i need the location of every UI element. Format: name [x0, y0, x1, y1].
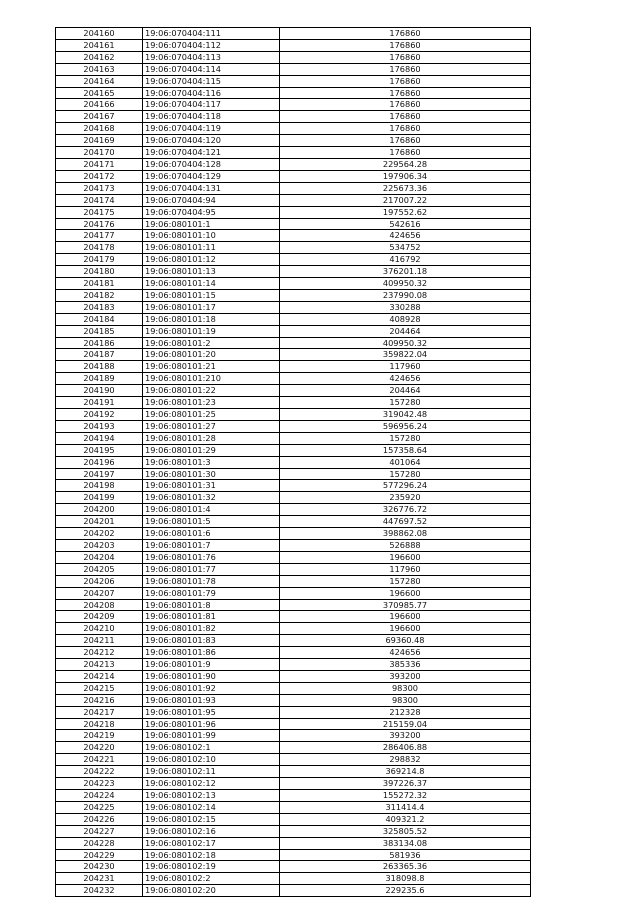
table-row — [56, 516, 531, 528]
cadastral-number-cell: 19:06:080101:20 — [143, 349, 280, 361]
cadastral-number-cell: 19:06:080102:13 — [143, 790, 280, 802]
row-number-cell: 204176 — [56, 218, 143, 230]
table-row — [56, 349, 531, 361]
row-number-cell: 204227 — [56, 825, 143, 837]
cadastral-number-cell: 19:06:080101:86 — [143, 647, 280, 659]
cadastral-number-cell: 19:06:070404:116 — [143, 87, 280, 99]
cadastral-number-cell: 19:06:070404:113 — [143, 51, 280, 63]
cadastral-number-cell: 19:06:070404:114 — [143, 63, 280, 75]
cadastral-number-cell: 19:06:080101:32 — [143, 492, 280, 504]
value-cell: 298832 — [280, 754, 531, 766]
table-row — [56, 373, 531, 385]
table-row — [56, 242, 531, 254]
value-cell: 157280 — [280, 432, 531, 444]
value-cell: 398862.08 — [280, 528, 531, 540]
value-cell: 401064 — [280, 456, 531, 468]
row-number-cell: 204163 — [56, 63, 143, 75]
table-row — [56, 468, 531, 480]
table-row — [56, 28, 531, 40]
row-number-cell: 204196 — [56, 456, 143, 468]
table-row — [56, 123, 531, 135]
cadastral-number-cell: 19:06:080102:10 — [143, 754, 280, 766]
row-number-cell: 204213 — [56, 659, 143, 671]
row-number-cell: 204166 — [56, 99, 143, 111]
cadastral-number-cell: 19:06:080102:12 — [143, 778, 280, 790]
value-cell: 176860 — [280, 123, 531, 135]
value-cell: 534752 — [280, 242, 531, 254]
value-cell: 318098.8 — [280, 873, 531, 885]
value-cell: 408928 — [280, 313, 531, 325]
table-row — [56, 289, 531, 301]
row-number-cell: 204210 — [56, 623, 143, 635]
value-cell: 447697.52 — [280, 516, 531, 528]
table-row — [56, 51, 531, 63]
cadastral-number-cell: 19:06:080102:17 — [143, 837, 280, 849]
cadastral-number-cell: 19:06:080102:16 — [143, 825, 280, 837]
row-number-cell: 204180 — [56, 266, 143, 278]
row-number-cell: 204164 — [56, 75, 143, 87]
value-cell: 117960 — [280, 563, 531, 575]
row-number-cell: 204206 — [56, 575, 143, 587]
cadastral-number-cell: 19:06:080101:93 — [143, 694, 280, 706]
value-cell: 325805.52 — [280, 825, 531, 837]
row-number-cell: 204170 — [56, 147, 143, 159]
cadastral-number-cell: 19:06:080101:90 — [143, 670, 280, 682]
row-number-cell: 204171 — [56, 158, 143, 170]
table-row — [56, 861, 531, 873]
table-row — [56, 563, 531, 575]
table-row — [56, 706, 531, 718]
value-cell: 197906.34 — [280, 170, 531, 182]
row-number-cell: 204205 — [56, 563, 143, 575]
value-cell: 155272.32 — [280, 790, 531, 802]
cadastral-number-cell: 19:06:080101:78 — [143, 575, 280, 587]
table-row — [56, 361, 531, 373]
row-number-cell: 204230 — [56, 861, 143, 873]
value-cell: 229235.6 — [280, 885, 531, 897]
cadastral-number-cell: 19:06:080101:27 — [143, 420, 280, 432]
row-number-cell: 204195 — [56, 444, 143, 456]
table-row — [56, 778, 531, 790]
table-row — [56, 504, 531, 516]
value-cell: 212328 — [280, 706, 531, 718]
table-row — [56, 611, 531, 623]
row-number-cell: 204187 — [56, 349, 143, 361]
table-row — [56, 694, 531, 706]
row-number-cell: 204228 — [56, 837, 143, 849]
cadastral-number-cell: 19:06:080101:19 — [143, 325, 280, 337]
cadastral-number-cell: 19:06:070404:115 — [143, 75, 280, 87]
value-cell: 385336 — [280, 659, 531, 671]
cadastral-number-cell: 19:06:080101:13 — [143, 266, 280, 278]
cadastral-number-cell: 19:06:080101:9 — [143, 659, 280, 671]
cadastral-number-cell: 19:06:070404:120 — [143, 135, 280, 147]
table-row — [56, 718, 531, 730]
cadastral-number-cell: 19:06:080101:18 — [143, 313, 280, 325]
table-row — [56, 99, 531, 111]
value-cell: 204464 — [280, 385, 531, 397]
cadastral-number-cell: 19:06:080101:77 — [143, 563, 280, 575]
cadastral-number-cell: 19:06:080101:2 — [143, 337, 280, 349]
row-number-cell: 204198 — [56, 480, 143, 492]
cadastral-number-cell: 19:06:080101:96 — [143, 718, 280, 730]
table-row — [56, 230, 531, 242]
table-row — [56, 492, 531, 504]
cadastral-number-cell: 19:06:080101:21 — [143, 361, 280, 373]
row-number-cell: 204220 — [56, 742, 143, 754]
value-cell: 424656 — [280, 373, 531, 385]
table-row — [56, 385, 531, 397]
cadastral-number-cell: 19:06:080101:7 — [143, 539, 280, 551]
cadastral-number-cell: 19:06:080101:30 — [143, 468, 280, 480]
cadastral-number-cell: 19:06:080101:29 — [143, 444, 280, 456]
row-number-cell: 204215 — [56, 682, 143, 694]
cadastral-number-cell: 19:06:080101:11 — [143, 242, 280, 254]
table-row — [56, 480, 531, 492]
cadastral-number-cell: 19:06:080102:2 — [143, 873, 280, 885]
table-row — [56, 194, 531, 206]
table-row — [56, 825, 531, 837]
row-number-cell: 204169 — [56, 135, 143, 147]
value-cell: 196600 — [280, 623, 531, 635]
table-row — [56, 111, 531, 123]
table-row — [56, 87, 531, 99]
table-row — [56, 849, 531, 861]
value-cell: 330288 — [280, 301, 531, 313]
table-row — [56, 266, 531, 278]
row-number-cell: 204175 — [56, 206, 143, 218]
cadastral-number-cell: 19:06:070404:118 — [143, 111, 280, 123]
row-number-cell: 204168 — [56, 123, 143, 135]
table-row — [56, 182, 531, 194]
cadastral-number-cell: 19:06:080101:210 — [143, 373, 280, 385]
row-number-cell: 204177 — [56, 230, 143, 242]
table-row — [56, 837, 531, 849]
value-cell: 176860 — [280, 75, 531, 87]
value-cell: 157280 — [280, 397, 531, 409]
value-cell: 376201.18 — [280, 266, 531, 278]
table-row — [56, 432, 531, 444]
cadastral-number-cell: 19:06:080101:82 — [143, 623, 280, 635]
value-cell: 319042.48 — [280, 409, 531, 421]
value-cell: 217007.22 — [280, 194, 531, 206]
value-cell: 176860 — [280, 135, 531, 147]
table-row — [56, 647, 531, 659]
cadastral-number-cell: 19:06:080101:79 — [143, 587, 280, 599]
row-number-cell: 204201 — [56, 516, 143, 528]
cadastral-number-cell: 19:06:080101:6 — [143, 528, 280, 540]
row-number-cell: 204172 — [56, 170, 143, 182]
cadastral-number-cell: 19:06:080101:4 — [143, 504, 280, 516]
table-row — [56, 444, 531, 456]
value-cell: 409321.2 — [280, 813, 531, 825]
row-number-cell: 204229 — [56, 849, 143, 861]
cadastral-number-cell: 19:06:080101:5 — [143, 516, 280, 528]
cadastral-number-cell: 19:06:080101:81 — [143, 611, 280, 623]
cadastral-number-cell: 19:06:080101:22 — [143, 385, 280, 397]
value-cell: 237990.08 — [280, 289, 531, 301]
table-row — [56, 885, 531, 897]
row-number-cell: 204178 — [56, 242, 143, 254]
value-cell: 196600 — [280, 611, 531, 623]
value-cell: 176860 — [280, 111, 531, 123]
row-number-cell: 204202 — [56, 528, 143, 540]
table-row — [56, 147, 531, 159]
row-number-cell: 204197 — [56, 468, 143, 480]
table-row — [56, 766, 531, 778]
value-cell: 369214.8 — [280, 766, 531, 778]
cadastral-number-cell: 19:06:080101:76 — [143, 551, 280, 563]
table-row — [56, 587, 531, 599]
row-number-cell: 204211 — [56, 635, 143, 647]
value-cell: 176860 — [280, 99, 531, 111]
table-row — [56, 337, 531, 349]
row-number-cell: 204222 — [56, 766, 143, 778]
table-row — [56, 551, 531, 563]
row-number-cell: 204199 — [56, 492, 143, 504]
row-number-cell: 204217 — [56, 706, 143, 718]
table-row — [56, 599, 531, 611]
cadastral-number-cell: 19:06:080101:83 — [143, 635, 280, 647]
cadastral-number-cell: 19:06:080101:17 — [143, 301, 280, 313]
table-row — [56, 801, 531, 813]
value-cell: 197552.62 — [280, 206, 531, 218]
row-number-cell: 204221 — [56, 754, 143, 766]
value-cell: 176860 — [280, 87, 531, 99]
value-cell: 416792 — [280, 254, 531, 266]
value-cell: 383134.08 — [280, 837, 531, 849]
table-row — [56, 754, 531, 766]
row-number-cell: 204190 — [56, 385, 143, 397]
value-cell: 157280 — [280, 575, 531, 587]
value-cell: 69360.48 — [280, 635, 531, 647]
value-cell: 176860 — [280, 39, 531, 51]
row-number-cell: 204160 — [56, 28, 143, 40]
cadastral-number-cell: 19:06:080102:19 — [143, 861, 280, 873]
table-row — [56, 63, 531, 75]
cadastral-number-cell: 19:06:080102:14 — [143, 801, 280, 813]
row-number-cell: 204204 — [56, 551, 143, 563]
cadastral-number-cell: 19:06:080101:15 — [143, 289, 280, 301]
cadastral-number-cell: 19:06:080101:28 — [143, 432, 280, 444]
cadastral-number-cell: 19:06:070404:128 — [143, 158, 280, 170]
value-cell: 176860 — [280, 147, 531, 159]
value-cell: 581936 — [280, 849, 531, 861]
cadastral-number-cell: 19:06:080101:3 — [143, 456, 280, 468]
table-row — [56, 790, 531, 802]
table-row — [56, 301, 531, 313]
row-number-cell: 204185 — [56, 325, 143, 337]
table-row — [56, 456, 531, 468]
table-row — [56, 528, 531, 540]
cadastral-number-cell: 19:06:070404:117 — [143, 99, 280, 111]
table-row — [56, 635, 531, 647]
value-cell: 196600 — [280, 587, 531, 599]
table-row — [56, 873, 531, 885]
value-cell: 263365.36 — [280, 861, 531, 873]
value-cell: 98300 — [280, 694, 531, 706]
row-number-cell: 204209 — [56, 611, 143, 623]
row-number-cell: 204208 — [56, 599, 143, 611]
value-cell: 117960 — [280, 361, 531, 373]
cadastral-number-cell: 19:06:080101:12 — [143, 254, 280, 266]
value-cell: 397226.37 — [280, 778, 531, 790]
cadastral-number-cell: 19:06:080101:23 — [143, 397, 280, 409]
cadastral-number-cell: 19:06:080101:92 — [143, 682, 280, 694]
row-number-cell: 204191 — [56, 397, 143, 409]
table-body — [56, 28, 531, 897]
value-cell: 157358.64 — [280, 444, 531, 456]
row-number-cell: 204181 — [56, 278, 143, 290]
table-row — [56, 218, 531, 230]
row-number-cell: 204184 — [56, 313, 143, 325]
row-number-cell: 204194 — [56, 432, 143, 444]
row-number-cell: 204192 — [56, 409, 143, 421]
table-row — [56, 397, 531, 409]
table-row — [56, 682, 531, 694]
row-number-cell: 204231 — [56, 873, 143, 885]
row-number-cell: 204200 — [56, 504, 143, 516]
cadastral-number-cell: 19:06:080101:95 — [143, 706, 280, 718]
table-row — [56, 409, 531, 421]
cadastral-number-cell: 19:06:080101:99 — [143, 730, 280, 742]
table-row — [56, 39, 531, 51]
table-row — [56, 730, 531, 742]
cadastral-number-cell: 19:06:080102:15 — [143, 813, 280, 825]
value-cell: 157280 — [280, 468, 531, 480]
cadastral-number-cell: 19:06:070404:129 — [143, 170, 280, 182]
row-number-cell: 204212 — [56, 647, 143, 659]
row-number-cell: 204219 — [56, 730, 143, 742]
row-number-cell: 204174 — [56, 194, 143, 206]
row-number-cell: 204173 — [56, 182, 143, 194]
row-number-cell: 204203 — [56, 539, 143, 551]
value-cell: 370985.77 — [280, 599, 531, 611]
table-row — [56, 278, 531, 290]
value-cell: 326776.72 — [280, 504, 531, 516]
value-cell: 215159.04 — [280, 718, 531, 730]
cadastral-number-cell: 19:06:080101:14 — [143, 278, 280, 290]
value-cell: 393200 — [280, 670, 531, 682]
value-cell: 409950.32 — [280, 278, 531, 290]
value-cell: 286406.88 — [280, 742, 531, 754]
value-cell: 577296.24 — [280, 480, 531, 492]
row-number-cell: 204188 — [56, 361, 143, 373]
cadastral-number-cell: 19:06:080101:31 — [143, 480, 280, 492]
value-cell: 311414.4 — [280, 801, 531, 813]
row-number-cell: 204179 — [56, 254, 143, 266]
row-number-cell: 204183 — [56, 301, 143, 313]
cadastral-number-cell: 19:06:070404:112 — [143, 39, 280, 51]
cadastral-number-cell: 19:06:080102:1 — [143, 742, 280, 754]
table-row — [56, 670, 531, 682]
cadastral-number-cell: 19:06:080102:11 — [143, 766, 280, 778]
row-number-cell: 204225 — [56, 801, 143, 813]
row-number-cell: 204232 — [56, 885, 143, 897]
row-number-cell: 204165 — [56, 87, 143, 99]
cadastral-number-cell: 19:06:070404:94 — [143, 194, 280, 206]
table-row — [56, 206, 531, 218]
table-row — [56, 659, 531, 671]
value-cell: 98300 — [280, 682, 531, 694]
value-cell: 359822.04 — [280, 349, 531, 361]
row-number-cell: 204167 — [56, 111, 143, 123]
table-row — [56, 135, 531, 147]
table-row — [56, 623, 531, 635]
value-cell: 526888 — [280, 539, 531, 551]
row-number-cell: 204226 — [56, 813, 143, 825]
cadastral-number-cell: 19:06:080101:25 — [143, 409, 280, 421]
table-row — [56, 420, 531, 432]
value-cell: 409950.32 — [280, 337, 531, 349]
row-number-cell: 204162 — [56, 51, 143, 63]
row-number-cell: 204214 — [56, 670, 143, 682]
value-cell: 393200 — [280, 730, 531, 742]
row-number-cell: 204161 — [56, 39, 143, 51]
cadastral-number-cell: 19:06:080101:1 — [143, 218, 280, 230]
row-number-cell: 204218 — [56, 718, 143, 730]
table-row — [56, 742, 531, 754]
cadastral-number-cell: 19:06:070404:95 — [143, 206, 280, 218]
cadastral-number-cell: 19:06:070404:131 — [143, 182, 280, 194]
row-number-cell: 204193 — [56, 420, 143, 432]
table-row — [56, 325, 531, 337]
value-cell: 225673.36 — [280, 182, 531, 194]
cadastral-number-cell: 19:06:070404:111 — [143, 28, 280, 40]
table-row — [56, 254, 531, 266]
table-row — [56, 170, 531, 182]
cadastral-number-cell: 19:06:070404:119 — [143, 123, 280, 135]
data-table — [55, 27, 531, 897]
table-row — [56, 813, 531, 825]
row-number-cell: 204216 — [56, 694, 143, 706]
row-number-cell: 204223 — [56, 778, 143, 790]
cadastral-number-cell: 19:06:080102:18 — [143, 849, 280, 861]
table-row — [56, 539, 531, 551]
value-cell: 229564.28 — [280, 158, 531, 170]
table-row — [56, 158, 531, 170]
row-number-cell: 204182 — [56, 289, 143, 301]
value-cell: 204464 — [280, 325, 531, 337]
value-cell: 235920 — [280, 492, 531, 504]
cadastral-number-cell: 19:06:080101:8 — [143, 599, 280, 611]
value-cell: 424656 — [280, 230, 531, 242]
value-cell: 542616 — [280, 218, 531, 230]
table-row — [56, 313, 531, 325]
table-row — [56, 75, 531, 87]
value-cell: 176860 — [280, 28, 531, 40]
row-number-cell: 204224 — [56, 790, 143, 802]
cadastral-number-cell: 19:06:080102:20 — [143, 885, 280, 897]
value-cell: 424656 — [280, 647, 531, 659]
cadastral-number-cell: 19:06:080101:10 — [143, 230, 280, 242]
row-number-cell: 204207 — [56, 587, 143, 599]
value-cell: 596956.24 — [280, 420, 531, 432]
cadastral-number-cell: 19:06:070404:121 — [143, 147, 280, 159]
value-cell: 196600 — [280, 551, 531, 563]
table-row — [56, 575, 531, 587]
value-cell: 176860 — [280, 63, 531, 75]
value-cell: 176860 — [280, 51, 531, 63]
row-number-cell: 204189 — [56, 373, 143, 385]
row-number-cell: 204186 — [56, 337, 143, 349]
